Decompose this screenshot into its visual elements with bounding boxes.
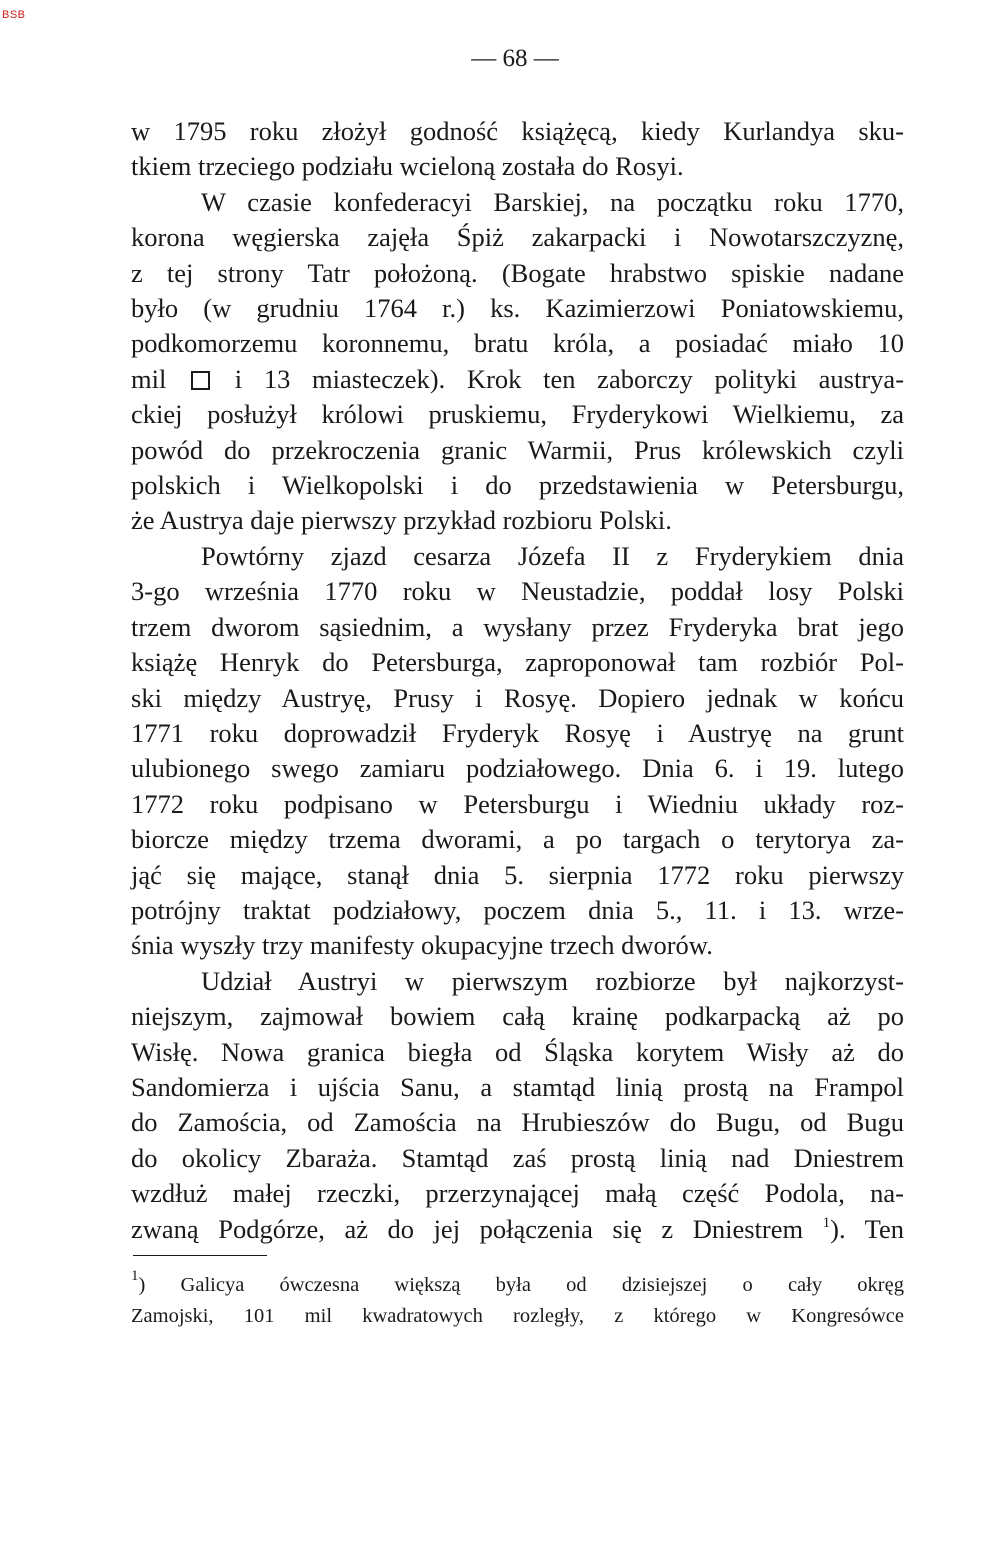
text-line: 1771 roku doprowadził Fryderyk Rosyę i Austryę na grunt [131,717,904,748]
text-line: Udział Austryi w pierwszym rozbiorze był najkorzyst- [201,965,904,996]
square-symbol-icon [191,371,210,390]
text-line: z tej strony Tatr położoną. (Bogate hrabstwo spiskie nadane [131,257,904,288]
text-line: było (w grudniu 1764 r.) ks. Kazimierzowi Poniatowskiemu, [131,293,904,324]
library-stamp: BSB [2,9,26,21]
text-line: Wisłę. Nowa granica biegła od Śląska korytem Wisły aż do [131,1036,904,1067]
footnote-line [131,1270,904,1301]
text-line: polskich i Wielkopolski i do przedstawienia w Petersburgu, [131,470,904,501]
text-line: tkiem trzeciego podziału wcieloną została do Rosyi. [131,151,684,182]
page-number: — 68 — [471,45,559,72]
main-text [131,114,904,1247]
text-line: Sandomierza i ujścia Sanu, a stamtąd linią prostą na Frampol [131,1071,904,1102]
text-line: potrójny traktat podziałowy, poczem dnia 5., 11. i 13. wrze- [131,894,904,925]
text-fragment: i 13 miasteczek). Krok ten zaborczy polityki austrya- [234,363,905,394]
footnote [131,1270,904,1332]
text-line: powód do przekroczenia granic Warmii, Prus królewskich czyli [131,434,904,465]
text-line: niejszym, zajmował bowiem całą krainę podkarpacką aż po [131,1001,904,1032]
text-line: trzem dworom sąsiednim, a wysłany przez Fryderyka brat jego [131,611,904,642]
text-line [131,1212,904,1247]
text-line: W czasie konfederacyi Barskiej, na początku roku 1770, [201,186,904,217]
footnote-divider [133,1255,267,1256]
footnote-line: Zamojski, 101 mil kwadratowych rozległy, z którego w Kongresówce [131,1305,904,1327]
text-line: ckiej posłużył królowi pruskiemu, Fryderykowi Wielkiemu, za [131,399,904,430]
text-line: korona węgierska zajęła Śpiż zakarpacki i Nowotarszczyznę, [131,222,904,253]
text-fragment: zwaną Podgórze, aż do jej połączenia się z Dniestrem [131,1213,804,1244]
text-line: ulubionego swego zamiaru podziałowego. Dnia 6. i 19. lutego [131,753,904,784]
text-line: podkomorzemu koronnemu, bratu króla, a posiadać miało 10 [131,328,904,359]
text-line: do Zamościa, od Zamościa na Hrubieszów do Bugu, od Bugu [131,1107,904,1138]
text-line: 1772 roku podpisano w Petersburgu i Wiedniu układy roz- [131,788,904,819]
footnote-marker: 1 [131,1268,139,1284]
text-fragment: mil [131,363,167,394]
text-line [131,362,904,397]
text-line: biorcze między trzema dworami, a po targach o terytorya za- [131,824,904,855]
text-line: wzdłuż małej rzeczki, przerzynającej małą część Podola, na- [131,1178,904,1209]
footnote-marker: 1 [822,1214,831,1231]
text-line: w 1795 roku złożył godność książęcą, kiedy Kurlandya sku- [131,116,904,146]
text-line: do okolicy Zbaraża. Stamtąd zaś prostą linią nad Dniestrem [131,1142,904,1173]
text-line: śnia wyszły trzy manifesty okupacyjne trzech dworów. [131,930,713,961]
text-line: ski między Austryę, Prusy i Rosyę. Dopiero jednak w końcu [131,682,904,713]
text-fragment: ) Galicya ówczesna większą była od dzisiejszej o cały okręg [138,1274,904,1296]
text-line: Powtórny zjazd cesarza Józefa II z Fryderykiem dnia [201,540,904,571]
text-line: książę Henryk do Petersburga, zaproponował tam rozbiór Pol- [131,647,904,678]
text-line: 3-go września 1770 roku w Neustadzie, poddał losy Polski [131,576,904,607]
text-line: jąć się mające, stanął dnia 5. sierpnia 1772 roku pierwszy [131,859,904,890]
text-line: że Austrya daje pierwszy przykład rozbioru Polski. [131,505,672,536]
text-fragment: ). Ten [830,1213,904,1244]
